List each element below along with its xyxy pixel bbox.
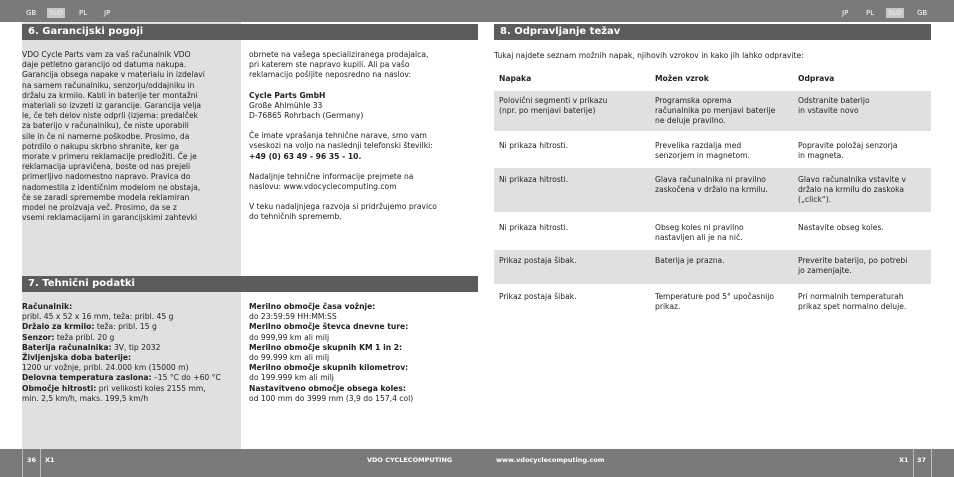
tech-specs-left — [22, 302, 240, 404]
table-row — [494, 168, 931, 212]
tech-left-spec-label: Delovna temperatura zaslona: — [22, 373, 152, 383]
tech-left-spec-line — [22, 343, 240, 353]
tech-left-spec-value: 3V, tip 2032 — [111, 342, 161, 352]
lang-pl-right[interactable]: PL — [866, 9, 875, 17]
footer-brand: VDO CYCLECOMPUTING — [367, 456, 453, 464]
lang-gb-right[interactable]: GB — [917, 9, 928, 17]
tech-right-spec-line — [249, 333, 479, 343]
warranty-text-col2 — [249, 50, 479, 223]
lang-pl-left[interactable]: PL — [79, 9, 88, 17]
warranty-p3: Nadaljnje tehnične informacije prejmete na naslovu: www.vdocyclecomputing.com — [249, 171, 414, 192]
tech-left-spec-line — [22, 394, 240, 404]
footer-divider — [913, 449, 914, 477]
row6-vzrok: Temperature pod 5° upočasnijo prikaz. — [655, 292, 774, 312]
row6-napaka: Prikaz postaja šibak. — [499, 292, 577, 301]
tech-left-spec-line — [22, 353, 240, 363]
tech-right-spec-label: Merilno območje števca dnevne ture: — [249, 322, 409, 332]
tech-specs-right — [249, 302, 479, 404]
tech-right-spec-line — [249, 302, 479, 312]
tech-left-spec-label: Računalnik: — [22, 302, 73, 311]
tech-right-spec-line — [249, 353, 479, 363]
tech-right-spec-line — [249, 394, 479, 404]
row2-vzrok: Prevelika razdalja med senzorjem in magnetom. — [655, 141, 750, 161]
tech-right-spec-line — [249, 373, 479, 383]
tech-left-spec-line — [22, 302, 240, 312]
tech-left-spec-label: Senzor: — [22, 332, 55, 342]
tech-right-spec-label: Merilno območje časa vožnje: — [249, 302, 376, 311]
tech-right-spec-value: do 23:59:59 HH:MM:SS — [249, 312, 337, 322]
table-row — [494, 250, 931, 284]
tech-left-spec-value: 1200 ur vožnje, pribl. 24.000 km (15000 m) — [22, 363, 189, 373]
header-napaka: Napaka — [499, 74, 532, 83]
tech-left-spec-line — [22, 312, 240, 322]
row1-vzrok: Programska oprema računalnika po menjavi baterije ne deluje pravilno. — [655, 96, 776, 126]
lang-slo-right[interactable]: SLO — [888, 9, 902, 17]
row5-napaka: Prikaz postaja šibak. — [499, 256, 577, 265]
tech-left-spec-value: teža: pribl. 15 g — [94, 322, 157, 332]
header-odprava: Odprava — [798, 74, 835, 83]
table-row — [494, 286, 931, 322]
tech-left-spec-line — [22, 384, 240, 394]
trouble-table — [494, 68, 931, 324]
tech-right-spec-line — [249, 363, 479, 373]
row1-napaka: Polovični segmenti v prikazu (npr. po menjavi baterije) — [499, 96, 608, 116]
tech-right-spec-value: do 199.999 km ali milj — [249, 373, 334, 383]
warranty-p4: V teku nadaljnjega razvoja si pridržujemo pravico do tehničnih sprememb. — [249, 202, 437, 222]
tech-left-spec-value: teža pribl. 20 g — [54, 332, 115, 342]
row3-napaka: Ni prikaza hitrosti. — [499, 175, 569, 184]
tech-right-spec-line — [249, 312, 479, 322]
tech-left-spec-value: pri velikosti koles 2155 mm, — [96, 383, 206, 393]
footer-page-left: 36 — [27, 456, 37, 464]
section-tech-title: 7. Tehnični podatki — [22, 276, 478, 292]
tech-left-spec-label: Držalo za krmilo: — [22, 322, 95, 332]
trouble-intro: Tukaj najdete seznam možnih napak, njihovih vzrokov in kako jih lahko odpravite: — [494, 51, 804, 60]
footer-model-right: X1 — [899, 456, 909, 464]
tech-left-spec-line — [22, 333, 240, 343]
row2-napaka: Ni prikaza hitrosti. — [499, 141, 569, 150]
row1-odprava: Odstranite baterijo in vstavite novo — [798, 96, 870, 116]
table-row — [494, 214, 931, 248]
row5-odprava: Preverite baterijo, po potrebi jo zamenjajte. — [798, 256, 908, 276]
lang-jp-right[interactable]: JP — [842, 9, 849, 17]
bottom-bar — [0, 449, 954, 477]
tech-right-spec-value: do 999,99 km ali milj — [249, 332, 330, 342]
table-header-row — [494, 68, 931, 90]
tech-left-spec-line — [22, 373, 240, 383]
warranty-address: Große Ahlmühle 33 D-76865 Rohrbach (Germany) — [249, 100, 364, 121]
footer-url[interactable]: www.vdocyclecomputing.com — [496, 456, 605, 464]
tech-left-spec-line — [22, 363, 240, 373]
warranty-p1: obrnete na vašega specializiranega prodajalca, pri katerem ste napravo kupili. Ali pa vašo reklamacijo pošljite neposredno na naslov: — [249, 50, 429, 80]
tech-left-spec-value: min. 2,5 km/h, maks. 199,5 km/h — [22, 393, 149, 403]
warranty-text-col1: VDO Cycle Parts vam za vaš računalnik VDO daje petletno garancijo od datuma nakupa. Garancija obsega napake v materialu in izdelavi na samem računalniku, senzorju/oddajniku in držalu za krmilo. Kabli in baterije ter montažni materiali so izvzeti iz garancije. Garancija velja le, če teh delov niste odprli (izjema: predalček za baterijo v računalniku), če niste uporabili sile in če ni namerne poškodbe. Prosimo, da potrdilo o nakupu skrbno shranite, ker ga morate v primeru reklamacije predložiti. Če je reklamacija upravičena, boste od nas prejeli primerljivo nadomestno napravo. Pravica do nadomestila z identičnim modelom ne obstaja, če se zaradi spremembe modela reklamiran model ne proizvaja več. Prosimo, da se z vsemi reklamacijami in garancijskimi zahtevki — [22, 50, 205, 223]
section-trouble-title: 8. Odpravljanje težav — [494, 24, 931, 40]
row3-odprava: Glavo računalnika vstavite v držalo na krmilu do zaskoka („click“). — [798, 175, 907, 205]
warranty-phone: +49 (0) 63 49 - 96 35 - 10. — [249, 151, 362, 161]
table-row — [494, 134, 931, 166]
tech-left-spec-label: Območje hitrosti: — [22, 383, 97, 393]
tech-right-spec-label: Merilno območje skupnih kilometrov: — [249, 363, 409, 373]
tech-left-spec-value: pribl. 45 x 52 x 16 mm, teža: pribl. 45 g — [22, 312, 174, 322]
footer-divider — [40, 449, 41, 477]
row6-odprava: Pri normalnih temperaturah prikaz spet normalno deluje. — [798, 292, 907, 312]
footer-model-left: X1 — [45, 456, 55, 464]
lang-jp-left[interactable]: JP — [104, 9, 111, 17]
row2-odprava: Popravite položaj senzorja in magneta. — [798, 141, 898, 161]
tech-right-spec-value: od 100 mm do 3999 mm (3,9 do 157,4 col) — [249, 393, 414, 403]
row4-odprava: Nastavite obseg koles. — [798, 223, 884, 232]
tech-right-spec-value: do 99.999 km ali milj — [249, 353, 330, 363]
lang-slo-left[interactable]: SLO — [49, 9, 63, 17]
row3-vzrok: Glava računalnika ni pravilno zaskočena v držalo na krmilu. — [655, 175, 768, 195]
tech-right-spec-line — [249, 322, 479, 332]
top-bar — [0, 0, 954, 22]
section-warranty-title: 6. Garancijski pogoji — [22, 24, 478, 40]
row5-vzrok: Baterija je prazna. — [655, 256, 725, 265]
tech-left-spec-value: –15 °C do +60 °C — [151, 373, 221, 383]
lang-gb-left[interactable]: GB — [26, 9, 37, 17]
tech-left-spec-label: Življenjska doba baterije: — [22, 353, 132, 363]
tech-right-spec-label: Merilno območje skupnih KM 1 in 2: — [249, 342, 403, 352]
warranty-p2: Če imate vprašanja tehnične narave, smo vam vseskozi na voljo na naslednji telefonski številki: — [249, 131, 433, 151]
tech-right-spec-label: Nastavitveno območje obsega koles: — [249, 383, 406, 393]
table-row — [494, 91, 931, 131]
warranty-company: Cycle Parts GmbH — [249, 90, 326, 100]
tech-left-spec-line — [22, 322, 240, 332]
footer-divider — [931, 449, 932, 477]
row4-napaka: Ni prikaza hitrosti. — [499, 223, 569, 232]
footer-page-right: 37 — [917, 456, 927, 464]
row4-vzrok: Obseg koles ni pravilno nastavljen ali je na nič. — [655, 223, 744, 243]
footer-divider — [22, 449, 23, 477]
tech-right-spec-line — [249, 343, 479, 353]
tech-right-spec-line — [249, 384, 479, 394]
header-vzrok: Možen vzrok — [655, 74, 709, 83]
tech-left-spec-label: Baterija računalnika: — [22, 342, 112, 352]
